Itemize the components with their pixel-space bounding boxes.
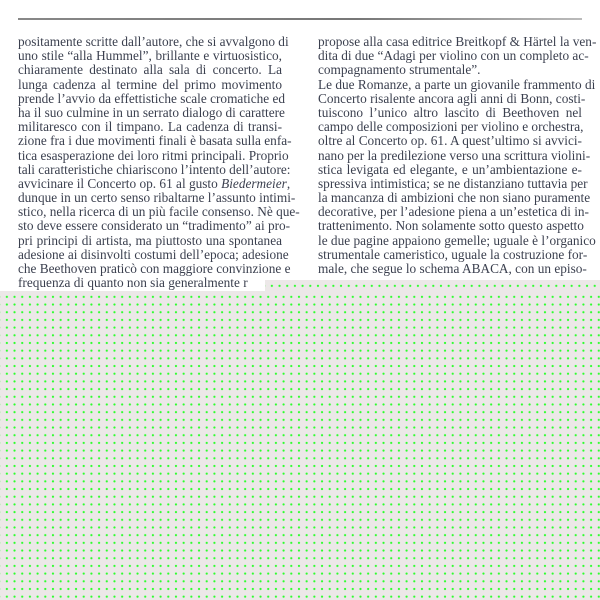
- text-fragment: ,: [286, 175, 291, 191]
- dotted-mask-overlay-notch: [265, 280, 600, 291]
- text-line: positamente scritte dall’autore, che si avvalgono di: [18, 34, 289, 49]
- text-line: trattenimento. Non solamente sotto questo aspetto: [318, 218, 584, 234]
- text-line: Concerto risalente ancora agli anni di Bonn, costi-: [318, 90, 586, 106]
- text-line: decorative, per l’adesione piena a un’estetica di in-: [318, 204, 589, 220]
- text-line: stica levigata ed elegante, e un’ambientazione e-: [318, 161, 582, 177]
- text-line: zione fra i due movimenti finali è basata sulla enfa-: [18, 133, 292, 149]
- text-line: tuiscono l’unico altro lascito di Beethoven nel: [318, 104, 582, 120]
- right-text-column: [318, 34, 597, 276]
- text-line: ha il suo culmine in un serrato dialogo di carattere: [18, 104, 285, 120]
- text-line: che Beethoven praticò con maggiore convinzione e: [18, 261, 291, 276]
- dotted-mask-overlay: [0, 291, 600, 600]
- text-line: male, che segue lo schema ABACA, con un episo-: [318, 261, 587, 276]
- text-line: oltre al Concerto op. 61. A quest’ultimo si avvici-: [318, 133, 582, 149]
- text-line: le due pagine appaiono gemelle; uguale è l’organico: [318, 232, 596, 248]
- text-line: nano per la predilezione verso una scrittura violini-: [318, 147, 591, 163]
- text-line: campo delle composizioni per violino e orchestra,: [318, 119, 584, 135]
- text-line: tica esasperazione dei loro ritmi principali. Proprio: [18, 147, 289, 163]
- text-line: compagnamento strumentale”.: [318, 62, 481, 78]
- text-line: spressiva intimistica; se ne distanziano tuttavia per: [318, 175, 588, 191]
- italic-term: Biedermeier: [221, 175, 287, 191]
- text-line: propose alla casa editrice Breitkopf & Härtel la ven-: [318, 34, 597, 49]
- text-line: chiaramente destinato alla sala di concerto. La: [18, 62, 282, 78]
- text-line: Le due Romanze, a parte un giovanile frammento di: [318, 76, 596, 92]
- text-line: sto deve essere considerato un “tradimento” ai pro-: [18, 218, 291, 234]
- text-line: militaresco con il timpano. La cadenza di transi-: [18, 119, 282, 135]
- text-line: strumentale cameristico, uguale la costruzione for-: [318, 246, 588, 262]
- text-line: uno stile “alla Hummel”, brillante e virtuosistico,: [18, 48, 282, 64]
- text-line: stico, nella ricerca di un più facile consenso. Nè que-: [18, 204, 300, 220]
- text-fragment: avvicinare il Concerto op. 61 al gusto: [18, 175, 222, 191]
- text-line: la mancanza di ambizioni che non siano puramente: [318, 190, 591, 206]
- text-line: adesione ai disinvolti costumi dell’epoca; adesione: [18, 246, 289, 262]
- left-text-column: [18, 34, 300, 291]
- text-line: pri principi di artista, ma piuttosto una spontanea: [18, 232, 282, 248]
- text-line: [18, 175, 291, 191]
- text-line: tali caratteristiche chiariscono l’intento dell’autore:: [18, 161, 291, 177]
- header-rule: [18, 18, 582, 20]
- text-line: prende l’avvio da effettistiche scale cromatiche ed: [18, 90, 286, 106]
- text-line: dunque in un certo senso ribaltarne l’assunto intimi-: [18, 190, 296, 206]
- text-line: dita di due “Adagi per violino con un completo ac-: [318, 48, 589, 64]
- text-line: lunga cadenza al termine del primo movimento: [18, 76, 282, 92]
- text-line: frequenza di quanto non sia generalmente r: [18, 275, 248, 291]
